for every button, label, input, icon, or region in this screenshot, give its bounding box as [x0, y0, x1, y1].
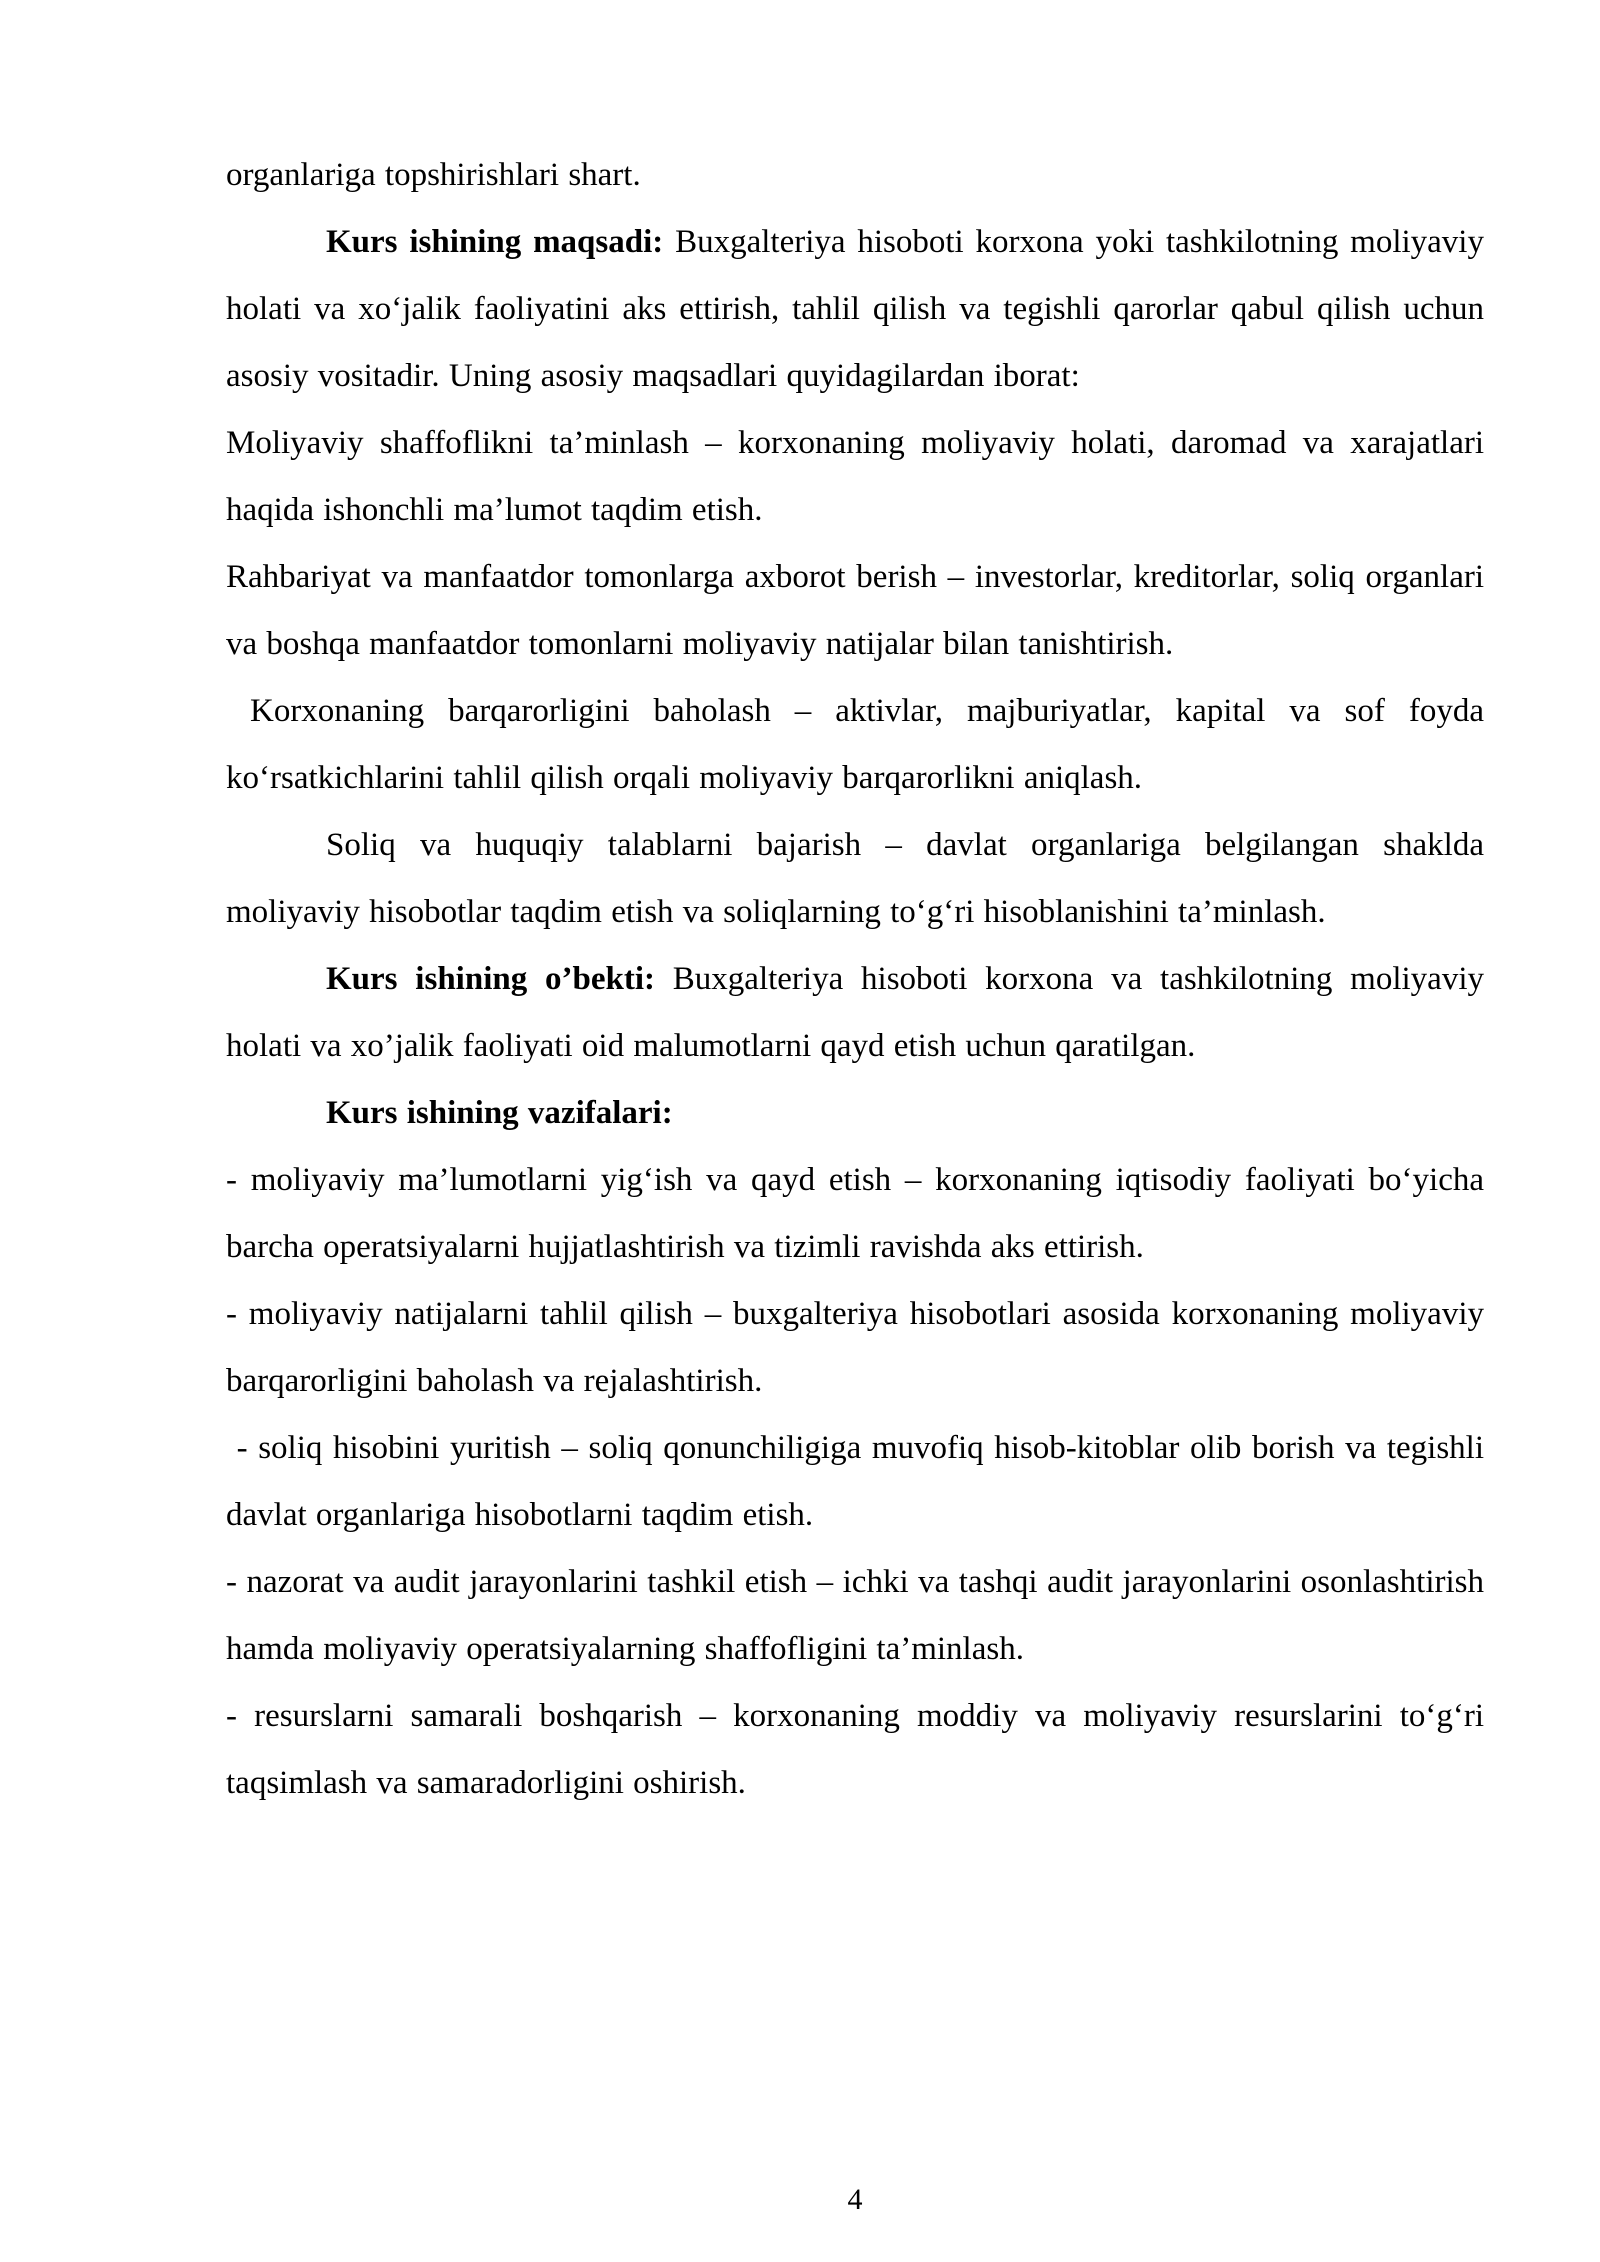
paragraph [226, 1683, 1494, 1817]
paragraph [226, 1415, 1494, 1549]
document-body [226, 142, 1494, 1817]
text-run: Rahbariyat va manfaatdor tomonlarga axborot berish – investorlar, kreditorlar, soliq organlari va boshqa manfaatdor tomonlarni moliyaviy natijalar bilan tanishtirish. [226, 559, 1494, 662]
text-run: Korxonaning barqarorligini baholash – aktivlar, majburiyatlar, kapital va sof foyda ko‘rsatkichlarini tahlil qilish orqali moliyaviy barqarorlikni aniqlash. [226, 693, 1494, 796]
text-run: organlariga topshirishlari shart. [226, 157, 641, 193]
text-run: - soliq hisobini yuritish – soliq qonunchiligiga muvofiq hisob-kitoblar olib borish va tegishli davlat organlariga hisobotlarni taqdim etish. [226, 1430, 1494, 1533]
paragraph [226, 544, 1494, 678]
text-run: Moliyaviy shaffoflikni ta’minlash – korxonaning moliyaviy holati, daromad va xarajatlari haqida ishonchli ma’lumot taqdim etish. [226, 425, 1494, 528]
paragraph [226, 1147, 1494, 1281]
bold-run: Kurs ishining o’bekti: [326, 961, 655, 997]
paragraph [226, 678, 1494, 812]
bold-run: Kurs ishining vazifalari: [326, 1095, 673, 1131]
paragraph [226, 1080, 1484, 1147]
page-footer [226, 2182, 1484, 2218]
paragraph [226, 1549, 1494, 1683]
paragraph [226, 410, 1494, 544]
text-run: - moliyaviy natijalarni tahlil qilish – buxgalteriya hisobotlari asosida korxonaning moliyaviy barqarorligini baholash va rejalashtirish. [226, 1296, 1494, 1399]
text-run: Soliq va huquqiy talablarni bajarish – davlat organlariga belgilangan shaklda moliyaviy hisobotlar taqdim etish va soliqlarning to‘g‘ri hisoblanishini ta’minlash. [226, 827, 1494, 930]
paragraph [226, 946, 1494, 1080]
text-run: - moliyaviy ma’lumotlarni yig‘ish va qayd etish – korxonaning iqtisodiy faoliyati bo‘yicha barcha operatsiyalarni hujjatlashtirish va tizimli ravishda aks ettirish. [226, 1162, 1494, 1265]
text-run: Buxgalteriya hisoboti korxona yoki tashkilotning moliyaviy holati va xo‘jalik faoliyatini aks ettirish, tahlil qilish va tegishli qarorlar qabul qilish uchun asosiy vositadir. Uning asosiy maqsadlari quyidagilardan iborat: [226, 224, 1494, 394]
text-run: - resurslarni samarali boshqarish – korxonaning moddiy va moliyaviy resurslarini to‘g‘ri taqsimlash va samaradorligini oshirish. [226, 1698, 1494, 1801]
paragraph [226, 142, 1484, 209]
page-number: 4 [847, 2183, 863, 2216]
paragraph [226, 209, 1494, 410]
paragraph [226, 812, 1494, 946]
text-run: - nazorat va audit jarayonlarini tashkil etish – ichki va tashqi audit jarayonlarini osonlashtirish hamda moliyaviy operatsiyalarning shaffofligini ta’minlash. [226, 1564, 1494, 1667]
paragraph [226, 1281, 1494, 1415]
bold-run: Kurs ishining maqsadi: [326, 224, 664, 260]
text-run: Buxgalteriya hisoboti korxona va tashkilotning moliyaviy holati va xo’jalik faoliyati oid malumotlarni qayd etish uchun qaratilgan. [226, 961, 1494, 1064]
